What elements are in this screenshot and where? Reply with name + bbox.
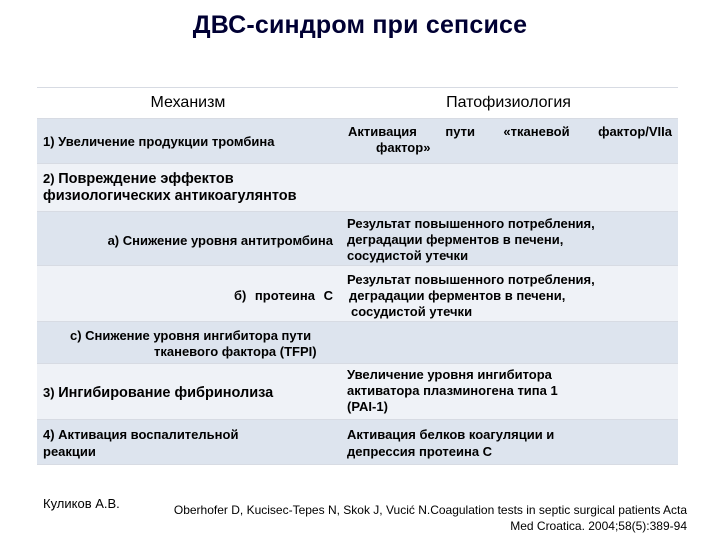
reference-citation: [167, 502, 687, 534]
row4-pathophysiology-line3: сосудистой утечки: [351, 304, 473, 319]
row1-pathophysiology-line2: фактор»: [376, 140, 431, 155]
row6-number: 3): [43, 385, 55, 400]
row3-pathophysiology-line2: деградации ферментов в печени,: [347, 232, 564, 247]
row5-mechanism-line2: тканевого фактора (TFPI): [154, 344, 317, 359]
row4-mechanism: б) протеина С: [233, 288, 333, 303]
table-row: [37, 266, 678, 322]
table-row: [37, 119, 678, 164]
row2-mechanism-line2: физиологических антикоагулянтов: [43, 188, 297, 204]
row6-title: Ингибирование фибринолиза: [58, 385, 274, 401]
row4-pathophysiology-line1: Результат повышенного потребления,: [347, 272, 595, 287]
row3-mechanism: а) Снижение уровня антитромбина: [107, 233, 333, 248]
row4-pathophysiology-line2: деградации ферментов в печени,: [349, 288, 566, 303]
row7-mechanism-line2: реакции: [43, 444, 96, 459]
row7-pathophysiology-line2: депрессия протеина С: [347, 444, 493, 459]
row6-mechanism: [43, 384, 273, 402]
author: Куликов А.В.: [43, 496, 120, 511]
table-row: [37, 420, 678, 465]
table-row: [37, 364, 678, 420]
row2-title: Повреждение эффектов: [58, 171, 234, 187]
row3-pathophysiology-line1: Результат повышенного потребления,: [347, 216, 595, 231]
row6-pathophysiology-line1: Увеличение уровня ингибитора: [347, 367, 552, 382]
row6-pathophysiology-line3: (PAI-1): [347, 399, 388, 414]
row1-mechanism: 1) Увеличение продукции тромбина: [43, 134, 275, 149]
table-row: [37, 212, 678, 266]
row1-pathophysiology-line1: Активация пути «тканевой фактор/VIIa: [348, 124, 672, 139]
row7-mechanism-line1: 4) Активация воспалительной: [43, 427, 239, 442]
table-header-row: [37, 87, 678, 119]
row7-pathophysiology-line1: Активация белков коагуляции и: [347, 427, 555, 442]
row3-pathophysiology-line3: сосудистой утечки: [347, 248, 469, 263]
table-row: [37, 322, 678, 364]
row2-mechanism-line1: [43, 170, 234, 188]
header-pathophysiology: Патофизиология: [339, 88, 678, 119]
row5-mechanism-line1: с) Снижение уровня ингибитора пути: [70, 328, 312, 343]
mechanism-table: [37, 87, 678, 465]
reference-line1: Oberhofer D, Kucisec-Tepes N, Skok J, Vucić N.Coagulation tests in septic surgical patients Acta: [173, 503, 687, 517]
page-title: ДВС-синдром при сепсисе: [192, 11, 528, 39]
reference-line2: Med Croatica. 2004;58(5):389-94: [510, 519, 687, 533]
table-row: [37, 164, 678, 212]
row6-pathophysiology-line2: активатора плазминогена типа 1: [347, 383, 558, 398]
row2-number: 2): [43, 171, 55, 186]
header-mechanism: Механизм: [37, 88, 339, 119]
